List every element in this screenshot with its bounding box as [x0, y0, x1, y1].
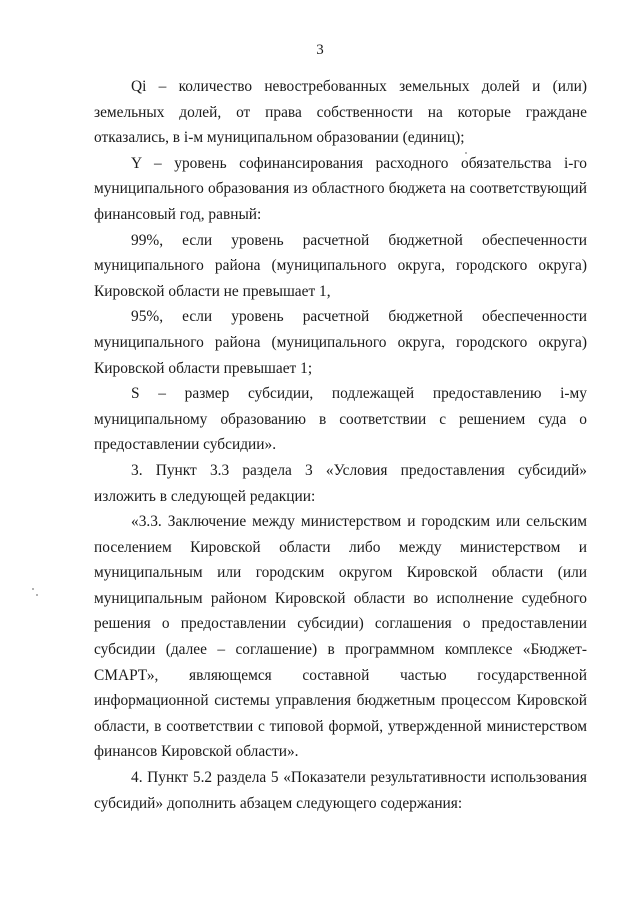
paragraph-item-4: 4. Пункт 5.2 раздела 5 «Показатели результативности использования субсидий» дополнить абзацем следующего содержания: — [94, 769, 587, 812]
scan-speck — [465, 152, 467, 154]
paragraph-rate-99: 99%, если уровень расчетной бюджетной обеспеченности муниципального района (муниципального округа, городского округа) Кировской области не превышает 1, — [94, 231, 587, 300]
scan-speck — [32, 588, 34, 590]
paragraph-rate-95: 95%, если уровень расчетной бюджетной обеспеченности муниципального района (муниципального округа, городского округа) Кировской области превышает 1; — [94, 308, 587, 377]
paragraph-qi-definition: Qi – количество невостребованных земельных долей и (или) земельных долей, от права собственности на которые граждане отказались, в i-м муниципальном образовании (единиц); — [94, 78, 587, 147]
document-body — [94, 74, 587, 816]
scan-speck — [36, 594, 38, 596]
paragraph-clause-3-3: «3.3. Заключение между министерством и городским или сельским поселением Кировской области либо между министерством и муниципальным или городским округом Кировской области (или муниципальным районом Кировской области во исполнение судебного решения о предоставлении субсидии) соглашения о предоставлении субсидии (далее – соглашение) в программном комплексе «Бюджет-СМАРТ», являющемся составной частью государственной информационной системы управления бюджетным процессом Кировской области, в соответствии с типовой формой, утвержденной министерством финансов Кировской области». — [94, 513, 587, 761]
paragraph-s-definition: S – размер субсидии, подлежащей предоставлению i-му муниципальному образованию в соответствии с решением суда о предоставлении субсидии». — [94, 385, 587, 454]
page-number: 3 — [316, 42, 324, 58]
paragraph-item-3: 3. Пункт 3.3 раздела 3 «Условия предоставления субсидий» изложить в следующей редакции: — [94, 461, 587, 505]
paragraph-y-definition: Y – уровень софинансирования расходного обязательства i-го муниципального образования из областного бюджета на соответствующий финансовый год, равный: — [94, 154, 587, 223]
